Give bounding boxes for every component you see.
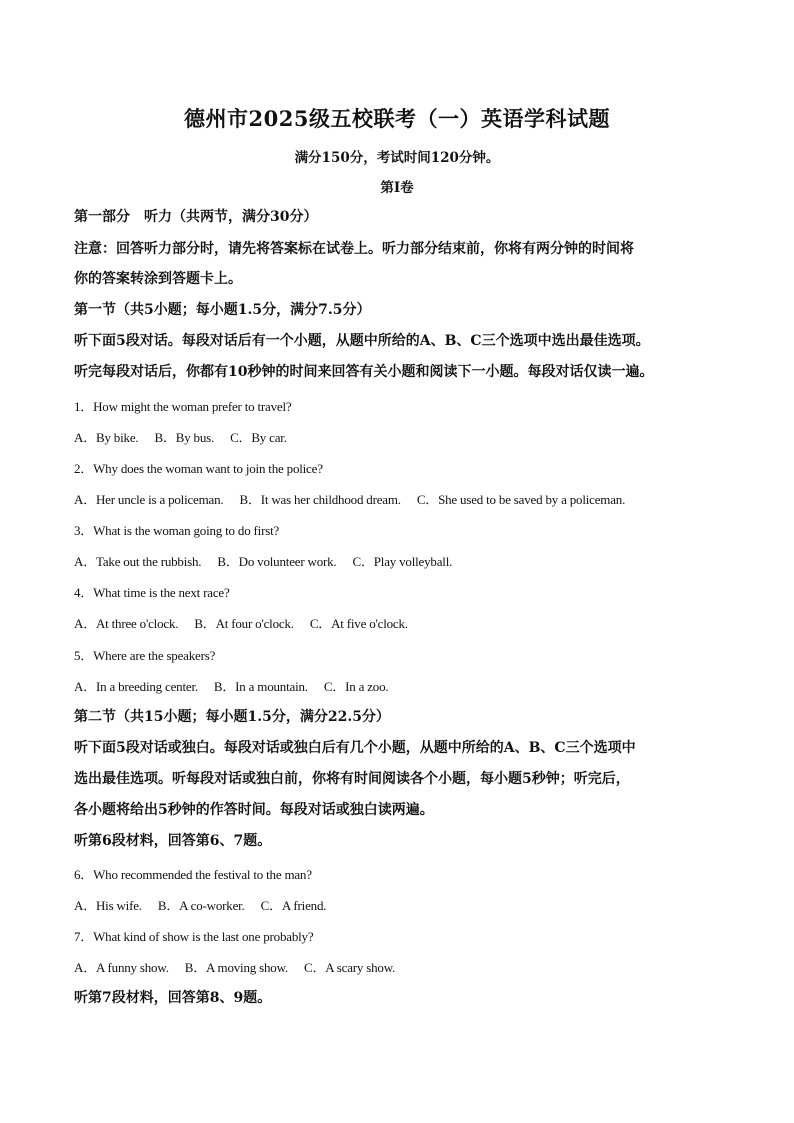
section1-heading: 第一节（共5小题；每小题1.5分，满分7.5分） [74,302,371,318]
question-6: 6．Who recommended the festival to the man? [74,867,312,882]
exam-title: 德州市2025级五校联考（一）英语学科试题 [184,106,610,131]
question-1-options [74,427,287,446]
option-c: C．At five o'clock. [309,616,408,631]
question-2-options [74,489,625,508]
option-a: A．Her uncle is a policeman. [74,492,224,507]
question-4-options [74,613,408,632]
question-7-options [74,957,395,976]
exam-subtitle: 满分150分，考试时间120分钟。 [294,150,500,166]
material-7-heading: 听第7段材料，回答第8、9题。 [74,990,272,1006]
option-a: A．At three o'clock. [74,616,179,631]
question-6-options [74,895,326,914]
option-c: C．Play volleyball. [352,554,453,569]
option-b: B．Do volunteer work. [217,554,337,569]
option-b: B．A co-worker. [157,898,245,913]
option-b: B．At four o'clock. [194,616,294,631]
option-c: C．A friend. [260,898,327,913]
section1-instruction-1: 听下面5段对话。每段对话后有一个小题，从题中所给的A、B、C三个选项中选出最佳选项。 [74,333,650,349]
option-a: A．A funny show. [74,960,169,975]
section2-heading: 第二节（共15小题；每小题1.5分，满分22.5分） [74,709,390,725]
section2-instruction-1: 听下面5段对话或独白。每段对话或独白后有几个小题，从题中所给的A、B、C三个选项中 [74,740,636,756]
material-6-heading: 听第6段材料，回答第6、7题。 [74,833,272,849]
option-a: A．His wife. [74,898,142,913]
option-b: B．By bus. [154,430,215,445]
question-5-options [74,676,388,695]
question-7: 7．What kind of show is the last one probably? [74,929,314,944]
question-4: 4．What time is the next race? [74,585,230,600]
question-2: 2．Why does the woman want to join the police? [74,461,323,476]
section1-instruction-2: 听完每段对话后，你都有10秒钟的时间来回答有关小题和阅读下一小题。每段对话仅读一遍。 [74,364,654,380]
option-b: B．A moving show. [184,960,288,975]
option-c: C．A scary show. [303,960,396,975]
question-3-options [74,551,452,570]
section2-instruction-3: 各小题将给出5秒钟的作答时间。每段对话或独白读两遍。 [74,802,434,818]
option-c: C．In a zoo. [323,679,389,694]
option-a: A．By bike. [74,430,139,445]
question-3: 3．What is the woman going to do first? [74,523,280,538]
note-line-2: 你的答案转涂到答题卡上。 [74,271,242,287]
note-line-1: 注意：回答听力部分时，请先将答案标在试卷上。听力部分结束前，你将有两分钟的时间将 [74,241,634,257]
question-1: 1．How might the woman prefer to travel? [74,399,292,414]
part1-heading: 第一部分 听力（共两节，满分30分） [74,209,318,225]
option-b: B．It was her childhood dream. [239,492,401,507]
volume-label: 第I卷 [380,180,414,196]
option-b: B．In a mountain. [213,679,308,694]
option-c: C．She used to be saved by a policeman. [416,492,626,507]
option-a: A．In a breeding center. [74,679,198,694]
section2-instruction-2: 选出最佳选项。听每段对话或独白前，你将有时间阅读各个小题，每小题5秒钟；听完后， [74,771,630,787]
option-a: A．Take out the rubbish. [74,554,202,569]
question-5: 5．Where are the speakers? [74,648,216,663]
option-c: C．By car. [230,430,287,445]
